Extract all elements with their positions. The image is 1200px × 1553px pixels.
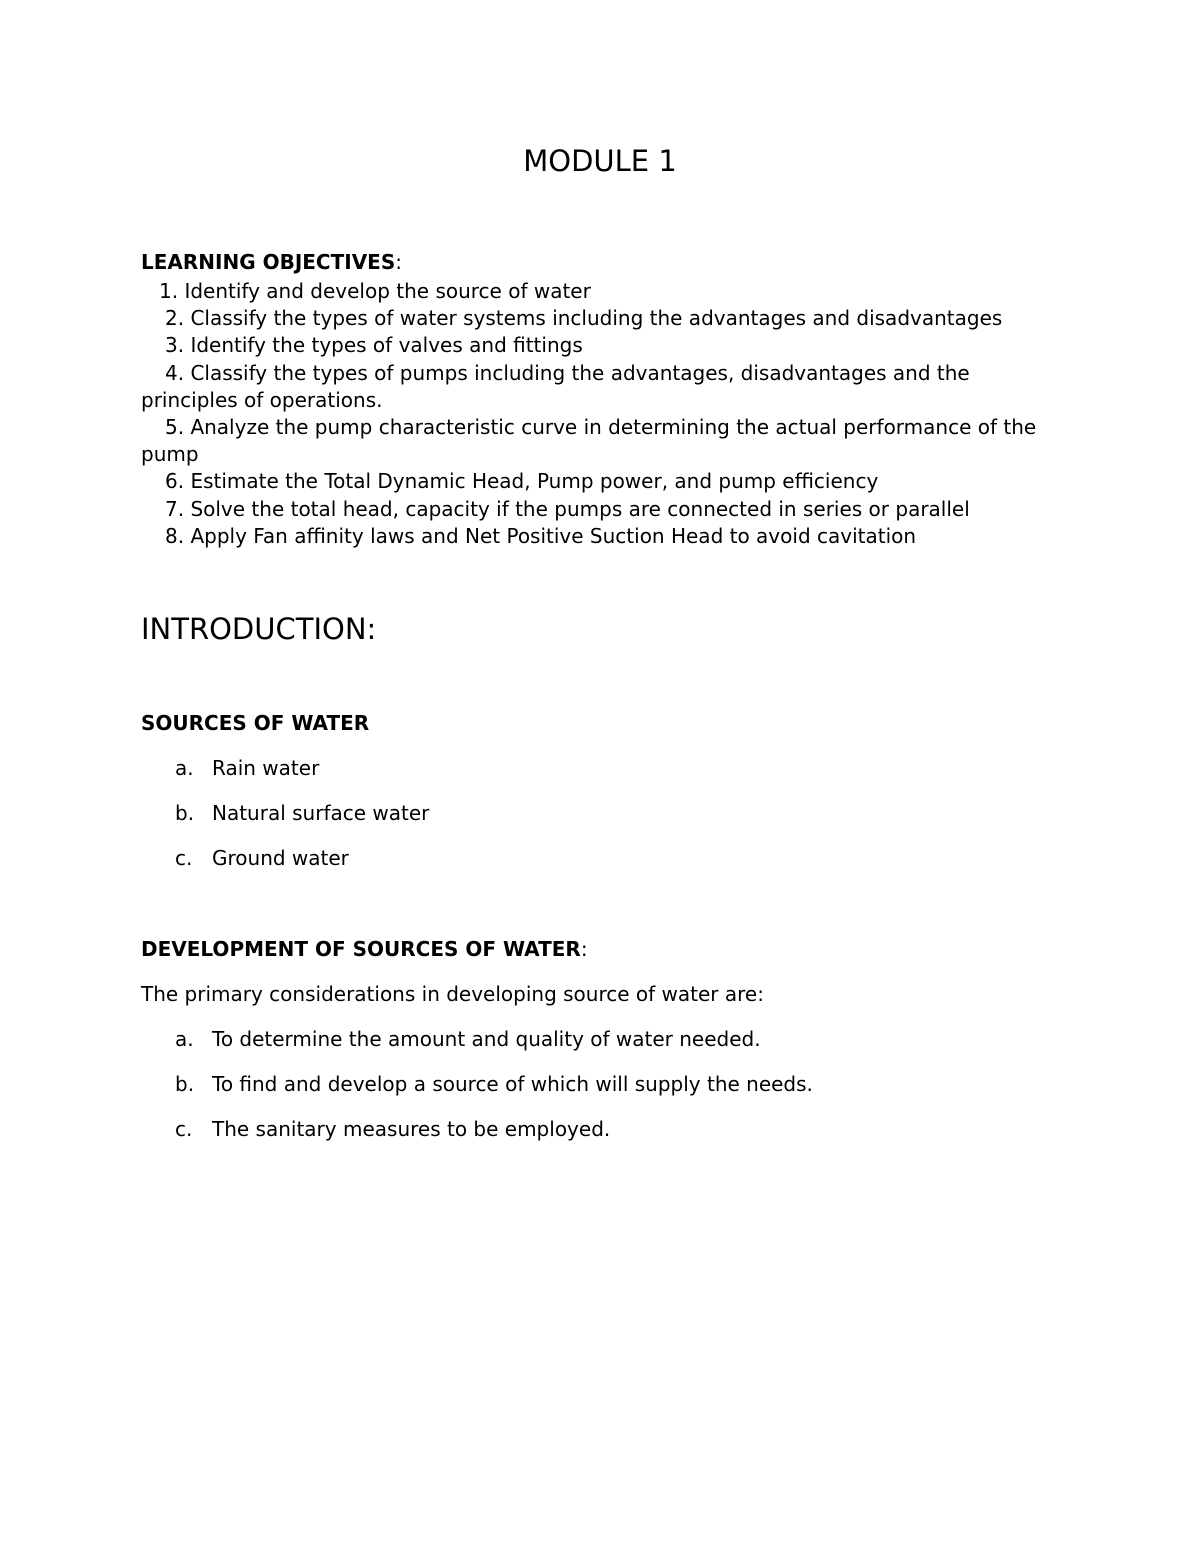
objective-item: 5. Analyze the pump characteristic curve in determining the actual performance of the pump: [141, 415, 1037, 467]
objective-item: 8. Apply Fan affinity laws and Net Positive Suction Head to avoid cavitation: [165, 523, 917, 548]
introduction-heading: INTRODUCTION:: [141, 612, 377, 646]
objective-item: 1. Identify and develop the source of water: [159, 279, 591, 303]
list-item-text: The sanitary measures to be employed.: [212, 1117, 611, 1141]
list-item-text: Ground water: [212, 846, 349, 870]
development-heading: [141, 936, 588, 962]
list-marker: b.: [175, 1072, 195, 1096]
objective-item: 2. Classify the types of water systems including the advantages and disadvantages: [165, 306, 1003, 331]
development-heading-colon: :: [580, 937, 588, 961]
module-title: MODULE 1: [523, 144, 677, 178]
list-item-text: To determine the amount and quality of water needed.: [212, 1027, 761, 1051]
list-marker: a.: [175, 756, 194, 780]
objective-item: 3. Identify the types of valves and fittings: [165, 333, 583, 358]
development-heading-text: DEVELOPMENT OF SOURCES OF WATER: [141, 937, 581, 961]
objective-item: 6. Estimate the Total Dynamic Head, Pump power, and pump efficiency: [165, 469, 879, 494]
list-item-text: Rain water: [212, 756, 320, 780]
list-marker: c.: [175, 1117, 193, 1141]
development-intro-paragraph: The primary considerations in developing source of water are:: [141, 982, 764, 1006]
learning-objectives-list: [141, 278, 1071, 550]
learning-objectives-heading-text: LEARNING OBJECTIVES: [141, 250, 396, 274]
list-marker: a.: [175, 1027, 194, 1051]
learning-objectives-heading: [141, 249, 402, 275]
list-item-text: To find and develop a source of which will supply the needs.: [212, 1072, 813, 1096]
objective-item: 7. Solve the total head, capacity if the pumps are connected in series or parallel: [165, 496, 970, 521]
list-marker: b.: [175, 801, 195, 825]
learning-objectives-heading-colon: :: [395, 250, 402, 274]
list-item-text: Natural surface water: [212, 801, 430, 825]
sources-of-water-heading: SOURCES OF WATER: [141, 711, 370, 735]
list-marker: c.: [175, 846, 193, 870]
objective-item: 4. Classify the types of pumps including the advantages, disadvantages and the principles of operations.: [141, 360, 970, 412]
